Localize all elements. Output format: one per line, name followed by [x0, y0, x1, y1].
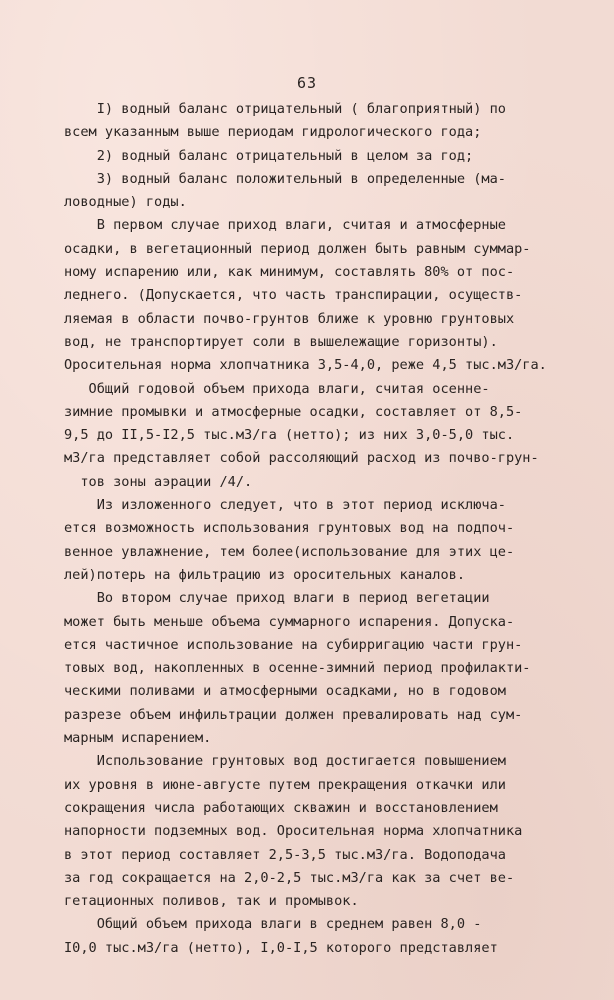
text-line: за год сокращается на 2,0-2,5 тыс.м3/га как за счет ве- [64, 869, 515, 886]
text-line: Из изложенного следует, что в этот период исключа- [64, 497, 506, 514]
text-line: 3) водный баланс положительный в определенные (ма- [64, 170, 506, 187]
text-line: ловодные) годы. [64, 194, 187, 211]
text-line: 9,5 до II,5-I2,5 тыс.м3/га (нетто); из них 3,0-5,0 тыс. [64, 427, 515, 444]
text-line: лей)потерь на фильтрацию из оросительных каналов. [64, 566, 466, 583]
text-line: ется возможность использования грунтовых вод на подпоч- [64, 520, 515, 537]
text-line: м3/га представляет собой рассоляющий расход из почво-грун- [64, 450, 539, 467]
text-line: их уровня в июне-августе путем прекращения откачки или [64, 776, 506, 793]
body-text [64, 98, 547, 960]
text-line: сокращения числа работающих скважин и восстановлением [64, 799, 498, 816]
text-line: ляемая в области почво-грунтов ближе к уровню грунтовых [64, 310, 515, 327]
text-line: тов зоны аэрации /4/. [64, 473, 253, 490]
text-line: венное увлажнение, тем более(использование для этих це- [64, 543, 515, 560]
text-line: ется частичное использование на субирригацию части грун- [64, 636, 523, 653]
text-line: ному испарению или, как минимум, составлять 80% от пос- [64, 264, 515, 281]
text-line: напорности подземных вод. Оросительная норма хлопчатника [64, 823, 523, 840]
text-line: марным испарением. [64, 730, 212, 747]
text-line: зимние промывки и атмосферные осадки, составляет от 8,5- [64, 403, 523, 420]
text-line: товых вод, накопленных в осенне-зимний период профилакти- [64, 660, 531, 677]
text-line: ческими поливами и атмосферными осадками, но в годовом [64, 683, 506, 700]
text-line: гетационных поливов, так и промывок. [64, 893, 359, 910]
text-line: Использование грунтовых вод достигается повышением [64, 753, 506, 770]
text-line: может быть меньше объема суммарного испарения. Допуска- [64, 613, 515, 630]
text-line: 2) водный баланс отрицательный в целом за год; [64, 147, 474, 164]
text-line: Общий годовой объем прихода влаги, считая осенне- [64, 380, 490, 397]
text-line: в этот период составляет 2,5-3,5 тыс.м3/га. Водоподача [64, 846, 506, 863]
text-line: вод, не транспортирует соли в вышележащие горизонты). [64, 333, 498, 350]
text-line: Во втором случае приход влаги в период вегетации [64, 590, 490, 607]
text-line: всем указанным выше периодам гидрологического года; [64, 124, 482, 141]
text-line: В первом случае приход влаги, считая и атмосферные [64, 217, 506, 234]
text-line: I) водный баланс отрицательный ( благоприятный) по [64, 101, 506, 117]
text-line: Оросительная норма хлопчатника 3,5-4,0, реже 4,5 тыс.м3/га. [64, 357, 547, 374]
text-line: леднего. (Допускается, что часть транспирации, осуществ- [64, 287, 523, 304]
text-line: I0,0 тыс.м3/га (нетто), I,0-I,5 которого представляет [64, 939, 498, 956]
text-line: разрезе объем инфильтрации должен превалировать над сум- [64, 706, 523, 723]
page-number: 63 [296, 74, 318, 92]
text-line: осадки, в вегетационный период должен быть равным суммар- [64, 240, 531, 257]
text-line: Общий объем прихода влаги в среднем равен 8,0 - [64, 916, 482, 933]
